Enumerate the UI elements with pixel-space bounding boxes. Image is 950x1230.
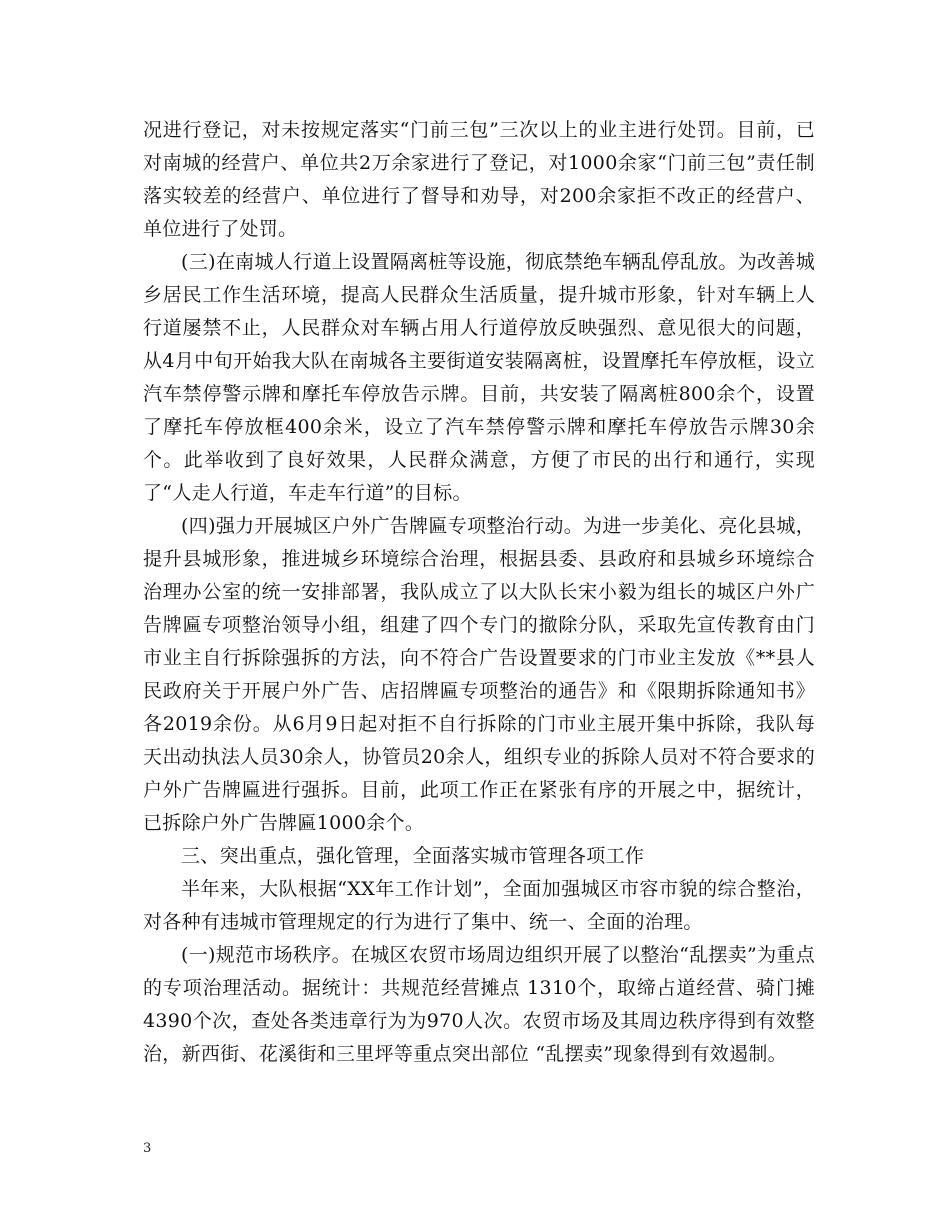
document-body (143, 114, 815, 1071)
paragraph-section-1-market-order: (一)规范市场秩序。在城区农贸市场周边组织开展了以整治“乱摆卖”为重点的专项治理活动。据统计：共规范经营摊点 1310个，取缔占道经营、骑门摊4390个次，查处各类违章行为为970人次。农贸市场及其周边秩序得到有效整治，新西街、花溪街和三里坪等重点突出部位 “乱摆卖”现象得到有效遏制。 (143, 944, 815, 1065)
heading-part-3: 三、突出重点，强化管理，全面落实城市管理各项工作 (181, 845, 645, 867)
paragraph-half-year-summary: 半年来，大队根据“XX年工作计划”，全面加强城区市容市貌的综合整治，对各种有违城市管理规定的行为进行了集中、统一、全面的治理。 (143, 878, 815, 933)
page-number: 3 (143, 1141, 152, 1156)
paragraph-section-3-isolation-piles: (三)在南城人行道上设置隔离桩等设施，彻底禁绝车辆乱停乱放。为改善城乡居民工作生活环境，提高人民群众生活质量，提升城市形象，针对车辆上人行道屡禁不止，人民群众对车辆占用人行道停放反映强烈、意见很大的问题，从4月中旬开始我大队在南城各主要街道安装隔离桩，设置摩托车停放框，设立汽车禁停警示牌和摩托车停放告示牌。目前，共安装了隔离桩800余个，设置了摩托车停放框400余米，设立了汽车禁停警示牌和摩托车停放告示牌30余个。此举收到了良好效果，人民群众满意，方便了市民的出行和通行，实现了“人走人行道，车走车行道”的目标。 (143, 251, 815, 504)
paragraph-section-4-outdoor-ads: (四)强力开展城区户外广告牌匾专项整治行动。为进一步美化、亮化县城，提升县城形象，推进城乡环境综合治理，根据县委、县政府和县城乡环境综合治理办公室的统一安排部署，我队成立了以大队长宋小毅为组长的城区户外广告牌匾专项整治领导小组，组建了四个专门的撤除分队，采取先宣传教育由门市业主自行拆除强拆的方法，向不符合广告设置要求的门市业主发放《**县人民政府关于开展户外广告、店招牌匾专项整治的通告》和《限期拆除通知书》各2019余份。从6月9日起对拒不自行拆除的门市业主展开集中拆除，我队每天出动执法人员30余人，协管员20余人，组织专业的拆除人员对不符合要求的户外广告牌匾进行强拆。目前，此项工作正在紧张有序的开展之中，据统计，已拆除户外广告牌匾1000余个。 (143, 515, 815, 834)
paragraph-continued-registration: 况进行登记，对未按规定落实“门前三包”三次以上的业主进行处罚。目前，已对南城的经营户、单位共2万余家进行了登记，对1000余家“门前三包”责任制落实较差的经营户、单位进行了督导和劝导，对200余家拒不改正的经营户、单位进行了处罚。 (143, 119, 815, 240)
